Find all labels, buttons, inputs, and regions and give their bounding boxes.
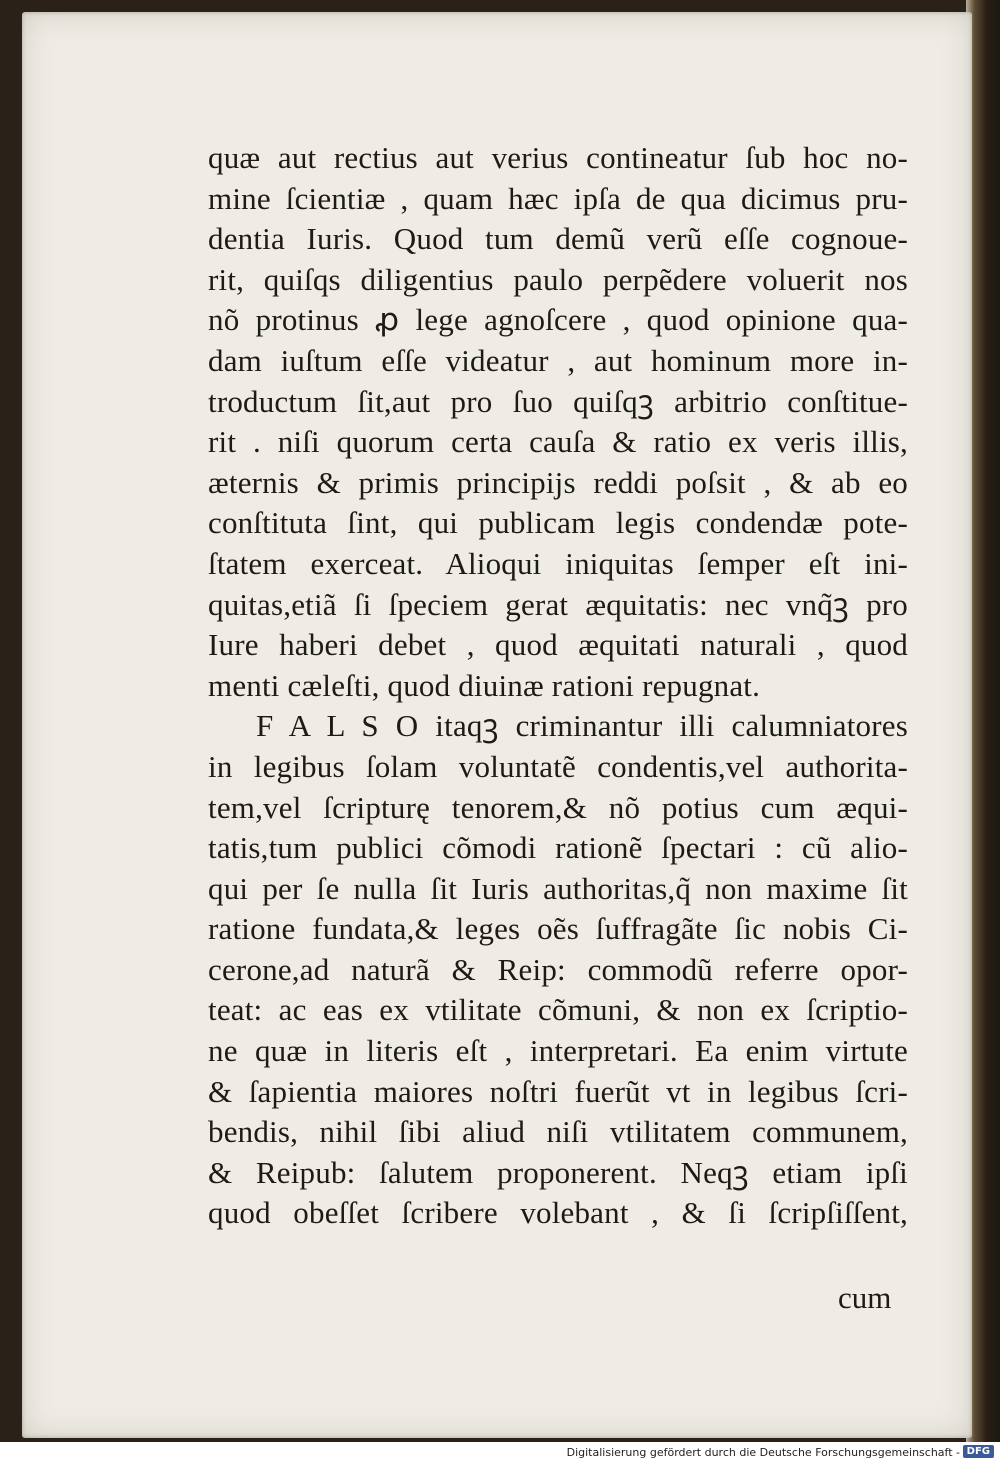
text-line: quod obeſſet ſcribere volebant , & ſi ſcripſiſſent, — [208, 1195, 908, 1231]
text-line: F A L S O itaqꝫ criminantur illi calumniatores — [256, 708, 908, 744]
text-line: & ſapientia maiores noſtri fuerũt vt in legibus ſcri- — [208, 1073, 908, 1109]
text-line: troductum ſit,aut pro ſuo quiſqꝫ arbitrio conſtitue- — [208, 383, 908, 419]
text-line: conſtituta ſint, qui publicam legis condendæ pote- — [208, 505, 908, 541]
text-line: qui per ſe nulla ſit Iuris authoritas,q̃ non maxime ſit — [208, 870, 908, 906]
dfg-logo: DFG — [963, 1445, 994, 1458]
text-line: menti cæleſti, quod diuinæ rationi repugnat. — [208, 667, 761, 703]
text-line: tem,vel ſcripturę tenorem,& nõ potius cum æqui- — [208, 789, 908, 825]
text-line: æternis & primis principijs reddi poſsit , & ab eo — [208, 464, 908, 500]
text-line: mine ſcientiæ , quam hæc ipſa de qua dicimus pru- — [208, 180, 908, 216]
text-line: rit . niſi quorum certa cauſa & ratio ex veris illis, — [208, 424, 908, 460]
text-line: ne quæ in literis eſt , interpretari. Ea enim virtute — [208, 1033, 908, 1069]
text-line: & Reipub: ſalutem proponerent. Neqꝫ etiam ipſi — [208, 1154, 908, 1190]
text-line: bendis, nihil ſibi aliud niſi vtilitatem communem, — [208, 1114, 908, 1150]
text-line: cerone,ad naturã & Reip: commodũ referre opor- — [208, 951, 908, 987]
text-line: ratione fundata,& leges oẽs ſuffragãte ſic nobis Ci- — [208, 911, 908, 947]
body-text — [208, 138, 908, 1234]
text-line: quæ aut rectius aut verius contineatur ſub hoc no- — [208, 140, 908, 175]
text-line: dam iuſtum eſſe videatur , aut hominum more in- — [208, 342, 908, 378]
text-line: in legibus ſolam voluntatẽ condentis,vel authorita- — [208, 748, 908, 784]
digitization-footer — [0, 1442, 1000, 1466]
text-line: teat: ac eas ex vtilitate cõmuni, & non ex ſcriptio- — [208, 992, 908, 1028]
text-line: rit, quiſqs diligentius paulo perpẽdere voluerit nos — [208, 261, 908, 297]
funding-credit: Digitalisierung gefördert durch die Deutsche Forschungsgemeinschaft - — [566, 1446, 960, 1459]
text-line: ſtatem exerceat. Alioqui iniquitas ſemper eſt ini- — [208, 545, 908, 581]
text-line: nõ protinus ꝓ lege agnoſcere , quod opinione qua- — [208, 302, 908, 338]
text-line: quitas,etiã ſi ſpeciem gerat æquitatis: nec vnq̃ꝫ pro — [208, 586, 908, 622]
text-line: tatis,tum publici cõmodi rationẽ ſpectari : cũ alio- — [208, 830, 908, 866]
text-line: Iure haberi debet , quod æquitati naturali , quod — [208, 627, 908, 663]
text-line: dentia Iuris. Quod tum demũ verũ eſſe cognoue- — [208, 221, 908, 257]
catchword: cum — [838, 1280, 892, 1315]
